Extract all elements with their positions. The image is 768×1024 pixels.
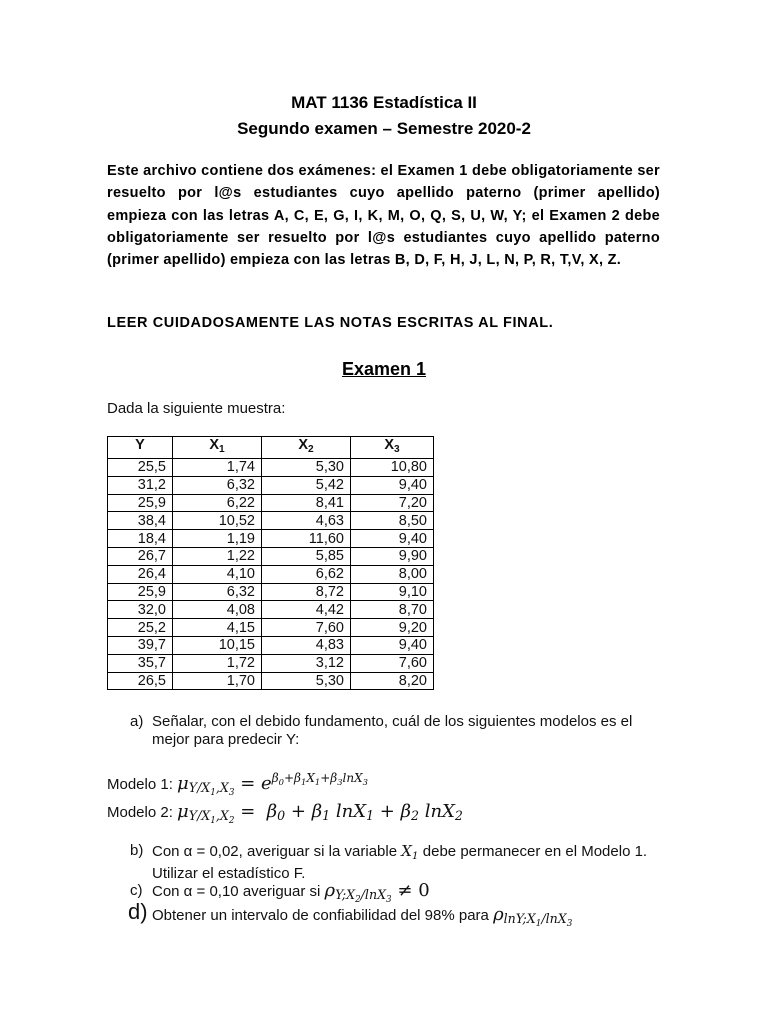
sample-table: [107, 436, 434, 690]
question-b: [130, 842, 670, 883]
table-row: [108, 512, 434, 530]
table-cell: 6,62: [262, 565, 351, 583]
table-cell: 5,42: [262, 476, 351, 494]
table-row: [108, 547, 434, 565]
table-cell: 10,52: [173, 512, 262, 530]
question-text: Con α = 0,02, averiguar si la variable $X_1$ debe permanecer en el Modelo 1. Utilizar el estadístico F.: [152, 842, 648, 882]
question-d: [128, 899, 668, 933]
question-label: a): [130, 713, 144, 730]
table-cell: 5,85: [262, 547, 351, 565]
sample-intro: Dada la siguiente muestra:: [107, 400, 286, 417]
table-cell: 26,7: [108, 547, 173, 565]
model-2-formula: $\mu_{Y/X_1,X_2} = \beta_0 + \beta_1$ $\ln X_1 + \beta_2$ lnX$_2$: [177, 801, 463, 826]
table-row: [108, 476, 434, 494]
table-cell: 9,90: [351, 547, 434, 565]
table-cell: 10,80: [351, 459, 434, 477]
table-cell: 9,40: [351, 476, 434, 494]
table-cell: 9,40: [351, 636, 434, 654]
warning-note: LEER CUIDADOSAMENTE LAS NOTAS ESCRITAS AL FINAL.: [107, 315, 554, 331]
table-cell: 9,40: [351, 530, 434, 548]
table-row: [108, 654, 434, 672]
table-cell: 26,4: [108, 565, 173, 583]
table-cell: 4,83: [262, 636, 351, 654]
table-cell: 3,12: [262, 654, 351, 672]
model-1: [107, 771, 368, 798]
model-label: Modelo 1:: [107, 776, 178, 793]
table-cell: 25,9: [108, 583, 173, 601]
question-text: Con α = 0,10 averiguar si $\rho_{Y;X_2/lnX_3} \ne 0$: [152, 880, 430, 905]
table-header-row: [108, 437, 434, 459]
table-cell: 25,5: [108, 459, 173, 477]
table-cell: 7,60: [262, 619, 351, 637]
table-cell: 25,9: [108, 494, 173, 512]
table-cell: 38,4: [108, 512, 173, 530]
table-cell: 4,63: [262, 512, 351, 530]
table-row: [108, 565, 434, 583]
table-cell: 4,08: [173, 601, 262, 619]
table-cell: 8,72: [262, 583, 351, 601]
table-cell: 9,20: [351, 619, 434, 637]
question-text: Obtener un intervalo de confiabilidad del 98% para $\rho_{lnY;X_1/lnX_3}$: [152, 904, 573, 929]
table-cell: 31,2: [108, 476, 173, 494]
table-cell: 4,42: [262, 601, 351, 619]
table-row: [108, 459, 434, 477]
question-label: b): [130, 842, 144, 859]
page-subtitle: Segundo examen – Semestre 2020-2: [237, 119, 531, 138]
model-label: Modelo 2:: [107, 804, 178, 821]
table-cell: 8,00: [351, 565, 434, 583]
table-cell: 1,74: [173, 459, 262, 477]
table-cell: 25,2: [108, 619, 173, 637]
table-cell: 11,60: [262, 530, 351, 548]
table-cell: 7,60: [351, 654, 434, 672]
table-cell: 26,5: [108, 672, 173, 690]
table-cell: 5,30: [262, 459, 351, 477]
question-c: [130, 882, 670, 909]
table-cell: 8,20: [351, 672, 434, 690]
table-cell: 18,4: [108, 530, 173, 548]
column-header-x2: $X_2$: [262, 437, 351, 459]
table-cell: 1,22: [173, 547, 262, 565]
table-cell: 8,70: [351, 601, 434, 619]
table-cell: 1,19: [173, 530, 262, 548]
table-row: [108, 636, 434, 654]
question-label: c): [130, 882, 143, 899]
page-title: MAT 1136 Estadística II: [291, 93, 477, 112]
table-row: [108, 672, 434, 690]
table-row: [108, 601, 434, 619]
exam-title: Examen 1: [341, 359, 427, 379]
rho-formula: $\rho_{Y;X_2/lnX_3} \ne 0$: [324, 880, 430, 905]
table-cell: 6,22: [173, 494, 262, 512]
table-cell: 9,10: [351, 583, 434, 601]
table-row: [108, 494, 434, 512]
question-label: d): [128, 899, 148, 924]
table-cell: 6,32: [173, 583, 262, 601]
table-cell: 10,15: [173, 636, 262, 654]
column-header-x3: $X_3$: [351, 437, 434, 459]
table-cell: 8,41: [262, 494, 351, 512]
table-cell: 1,72: [173, 654, 262, 672]
rho-formula: $\rho_{lnY;X_1/lnX_3}$: [493, 904, 573, 929]
table-cell: 35,7: [108, 654, 173, 672]
table-cell: 39,7: [108, 636, 173, 654]
table-cell: 32,0: [108, 601, 173, 619]
column-header-x1: $X_1$: [173, 437, 262, 459]
table-cell: 1,70: [173, 672, 262, 690]
table-cell: 7,20: [351, 494, 434, 512]
table-row: [108, 619, 434, 637]
table-row: [108, 530, 434, 548]
table-cell: 4,15: [173, 619, 262, 637]
table-cell: 8,50: [351, 512, 434, 530]
model-1-formula: $\mu_{Y/X_1,X_3} = e^{\beta_0+\beta_1X_1+\beta_3lnX_3}$: [177, 771, 368, 798]
intro-paragraph: Este archivo contiene dos exámenes: el Examen 1 debe obligatoriamente ser resuelto por l@s estudiantes cuyo apellido paterno (primer apellido) empieza con las letras A, C, E, G, I, K, M, O, Q, S, U, W, Y; el Examen 2 debe obligatoriamente ser resuelto por l@s estudiantes cuyo apellido paterno (primer apellido) empieza con las letras B, D, F, H, J, L, N, P, R, T,V, X, Z.: [107, 163, 660, 269]
table-row: [108, 583, 434, 601]
column-header-y: Y: [108, 437, 173, 459]
table-cell: 5,30: [262, 672, 351, 690]
question-a: [130, 713, 670, 749]
question-text: Señalar, con el debido fundamento, cuál de los siguientes modelos es el mejor para predecir Y:: [152, 713, 633, 748]
model-2: [107, 801, 463, 826]
exam-heading: [0, 359, 768, 380]
table-cell: 6,32: [173, 476, 262, 494]
table-cell: 4,10: [173, 565, 262, 583]
